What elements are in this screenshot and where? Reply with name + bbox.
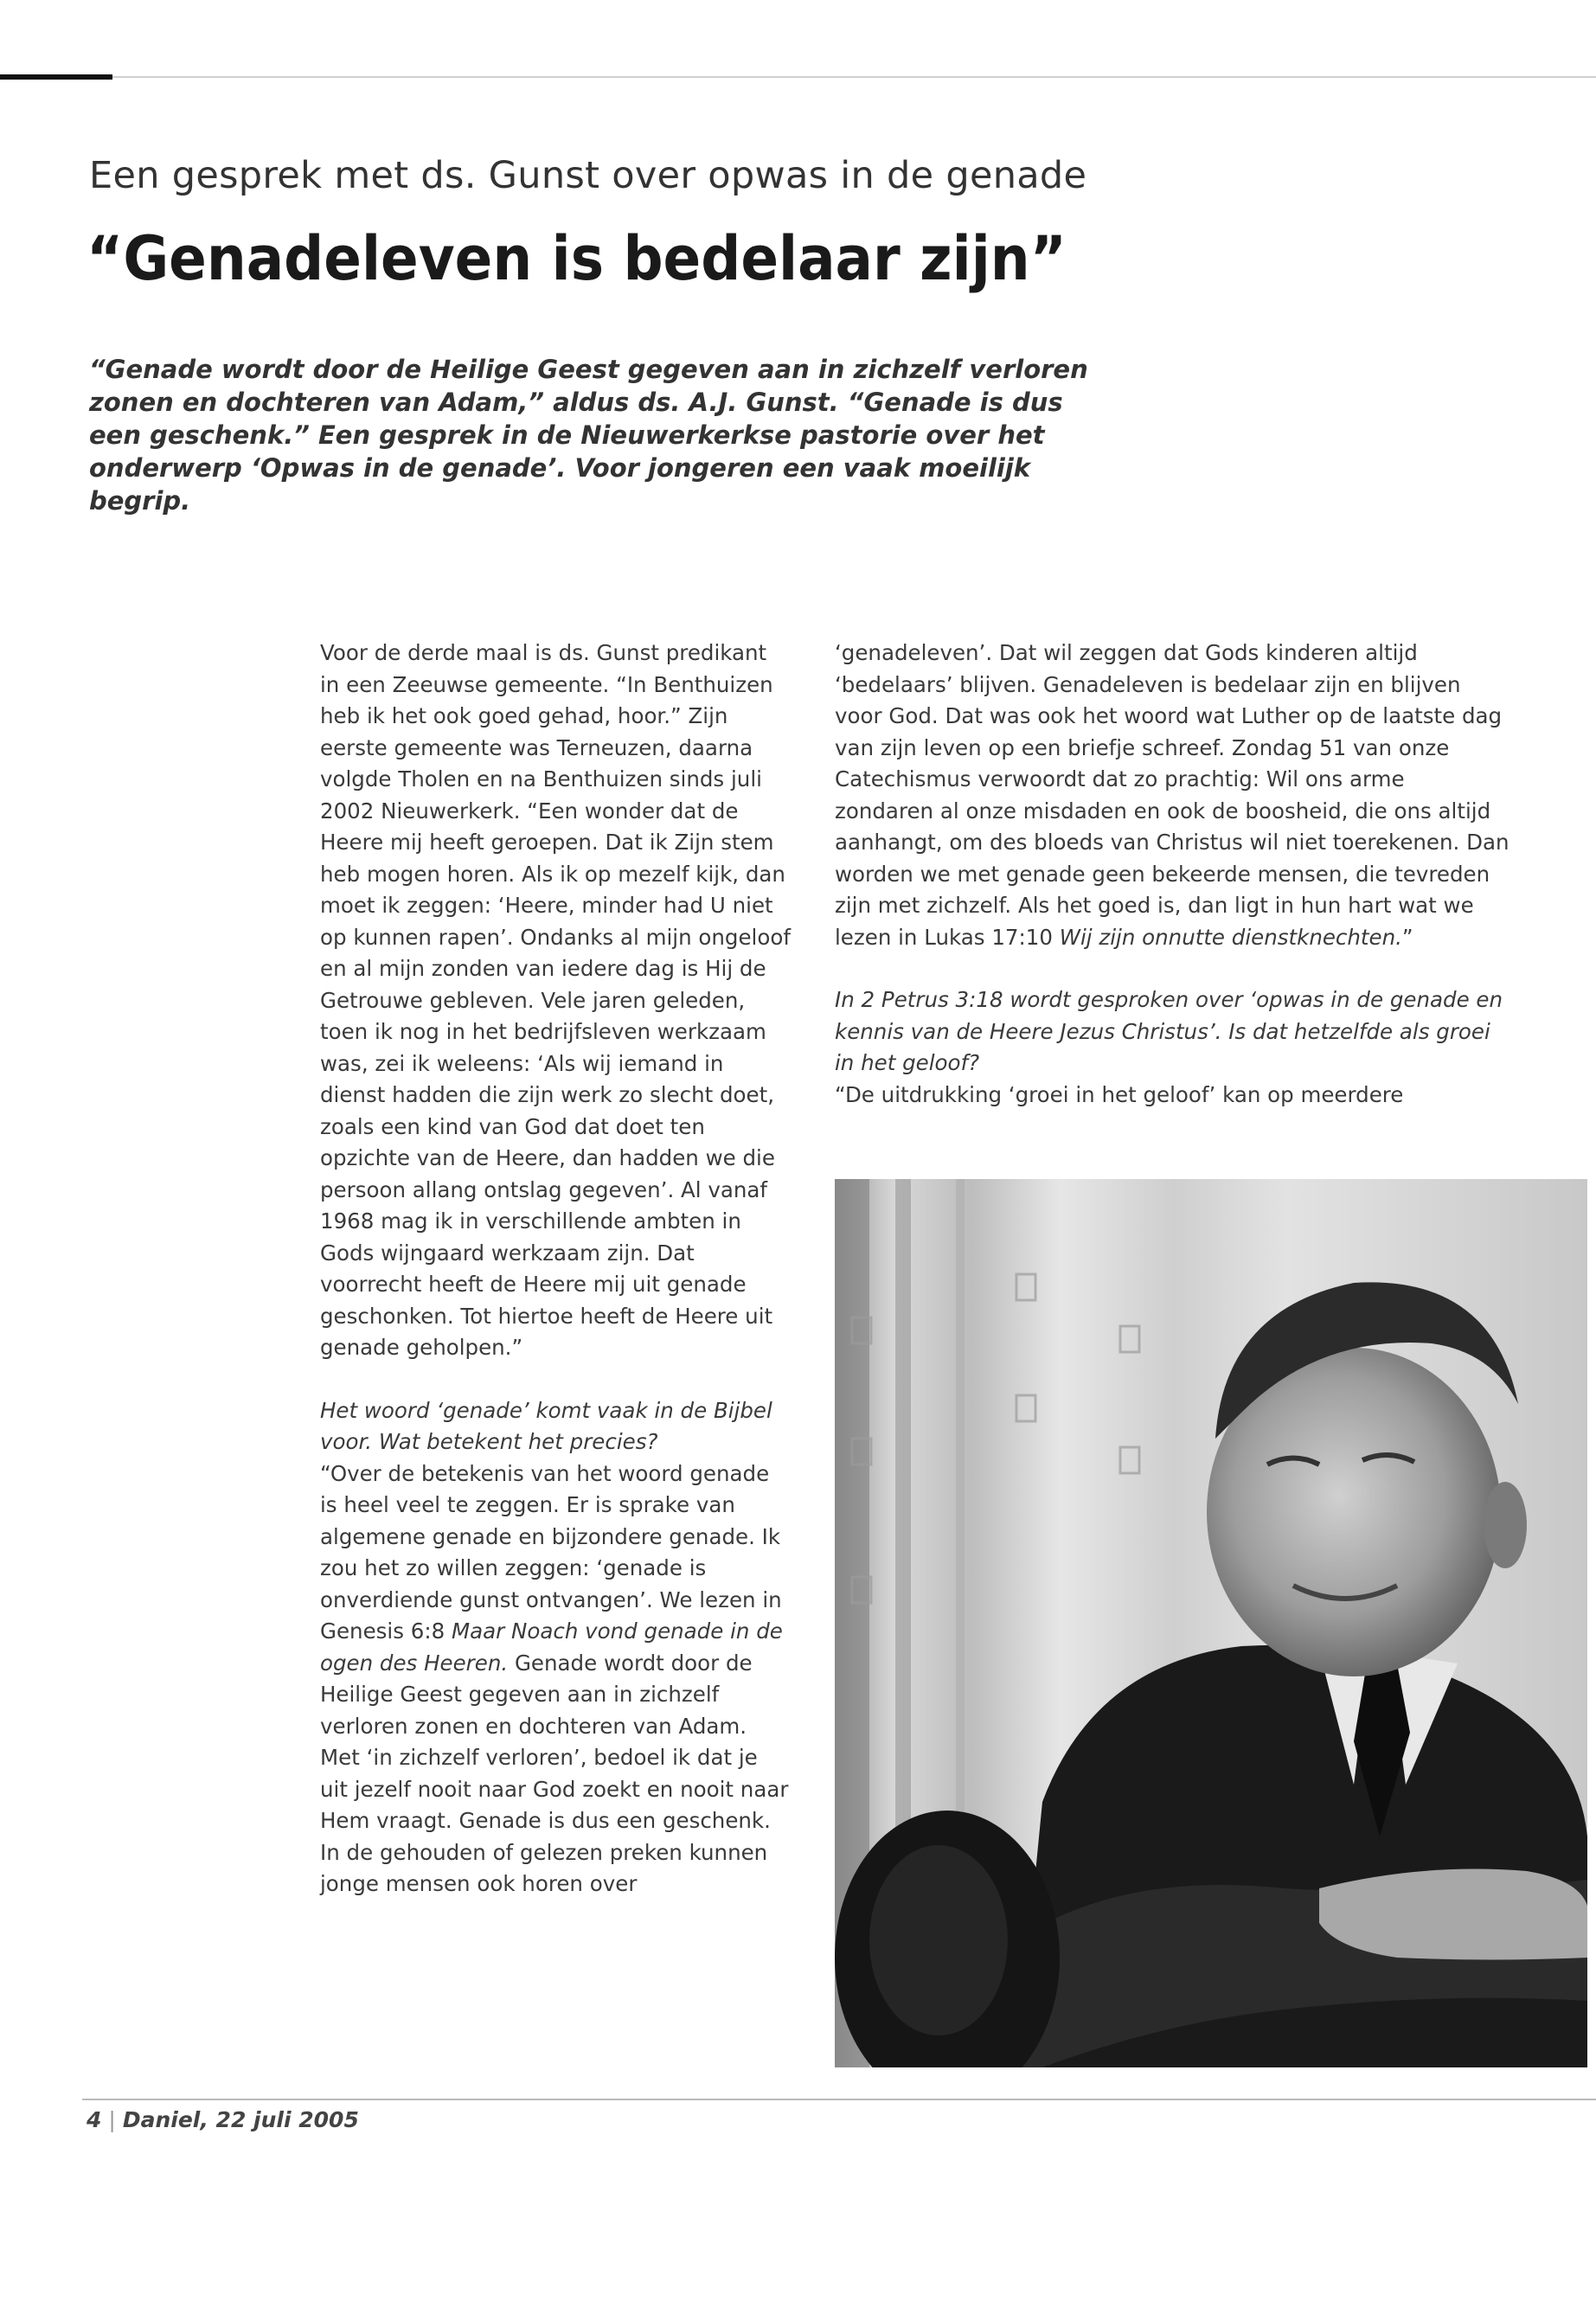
interview-question: In 2 Petrus 3:18 wordt gesproken over ‘opwas in de genade en kennis van de Heere Jezus Christus’. Is dat hetzelfde als groei in het geloof? (835, 987, 1503, 1075)
paragraph: “De uitdrukking ‘groei in het geloof’ kan op meerdere (835, 1081, 1404, 1107)
bible-quote: Wij zijn onnutte dienstknechten. (1059, 924, 1402, 950)
publication-info: Daniel, 22 juli 2005 (122, 2107, 359, 2132)
lead-paragraph: “Genade wordt door de Heilige Geest gegeven aan in zichzelf verloren zonen en dochteren van Adam,” aldus ds. A.J. Gunst. “Genade is dus een geschenk.” Een gesprek in de Nieuwerkerkse pastorie over het onderwerp ‘Opwas in de genade’. Voor jongeren een vaak moeilijk begrip. (89, 355, 1088, 516)
paragraph-text: Genade wordt door de Heilige Geest gegeven aan in zichzelf verloren zonen en dochteren van Adam. Met ‘in zichzelf verloren’, bedoel ik dat je uit jezelf nooit naar God zoekt en nooit naar Hem vraagt. Genade is dus een geschenk. (320, 1650, 789, 1833)
bible-quote: Maar Noach vond genade in de ogen des Heeren. (320, 1618, 783, 1676)
paragraph (835, 638, 1509, 953)
paragraph-text: ‘genadeleven’. Dat wil zeggen dat Gods kinderen altijd ‘bedelaars’ blijven. Genadeleven is bedelaar zijn en blijven voor God. Dat was ook het woord wat Luther op de laatste dag van zijn leven op een briefje schreef. Zondag 51 van onze Catechismus verwoordt dat zo prachtig: Wil ons arme zondaren al onze misdaden en ook de boosheid, die ons altijd aanhangt, om des bloeds van Christus wil niet toerekenen. Dan worden we met genade geen bekeerde mensen, die tevreden zijn met zichzelf. Als het goed is, dan ligt in hun hart wat we lezen in Lukas 17:10 (835, 640, 1509, 950)
interview-question: Het woord ‘genade’ komt vaak in de Bijbel voor. Wat betekent het precies? (320, 1397, 772, 1454)
page-footer (87, 2107, 359, 2132)
paragraph-text: “Over de betekenis van het woord genade is heel veel te zeggen. Er is sprake van algemene genade en bijzondere genade. Ik zou het zo willen zeggen: ‘genade is onverdiende gunst ontvangen’. We lezen in Genesis 6:8 (320, 1460, 782, 1644)
paragraph: In de gehouden of gelezen preken kunnen jonge mensen ook horen over (320, 1839, 768, 1896)
kicker: Een gesprek met ds. Gunst over opwas in de genade (89, 154, 1087, 197)
top-rule-thin (112, 76, 1596, 78)
bottom-rule (82, 2099, 1596, 2100)
portrait-photo (835, 1179, 1587, 2067)
article-column-left (320, 638, 792, 1932)
footer-separator: | (108, 2107, 116, 2132)
headline: “Genadeleven is bedelaar zijn” (87, 223, 1067, 294)
page-number: 4 (87, 2107, 102, 2132)
paragraph (320, 1458, 792, 1837)
article-column-right (835, 638, 1509, 1142)
top-rule (0, 74, 112, 80)
closing-quote: ” (1401, 924, 1413, 950)
paragraph: Voor de derde maal is ds. Gunst predikant in een Zeeuwse gemeente. “In Benthuizen heb ik het ook goed gehad, hoor.” Zijn eerste gemeente was Terneuzen, daarna volgde Tholen en na Benthuizen sinds juli 2002 Nieuwerkerk. “Een wonder dat de Heere mij heeft geroepen. Dat ik Zijn stem heb mogen horen. Als ik op mezelf kijk, dan moet ik zeggen: ‘Heere, minder had U niet op kunnen rapen’. Ondanks al mijn ongeloof en al mijn zonden van iedere dag is Hij de Getrouwe gebleven. Vele jaren geleden, toen ik nog in het bedrijfsleven werkzaam was, zei ik weleens: ‘Als wij iemand in dienst hadden die zijn werk zo slecht doet, zoals een kind van God dat doet ten opzichte van de Heere, dan hadden we die persoon allang ontslag gegeven’. Al vanaf 1968 mag ik in verschillende ambten in Gods wijngaard werkzaam zijn. Dat voorrecht heeft de Heere mij uit genade geschonken. Tot hiertoe heeft de Heere uit genade geholpen.” (320, 640, 791, 1360)
